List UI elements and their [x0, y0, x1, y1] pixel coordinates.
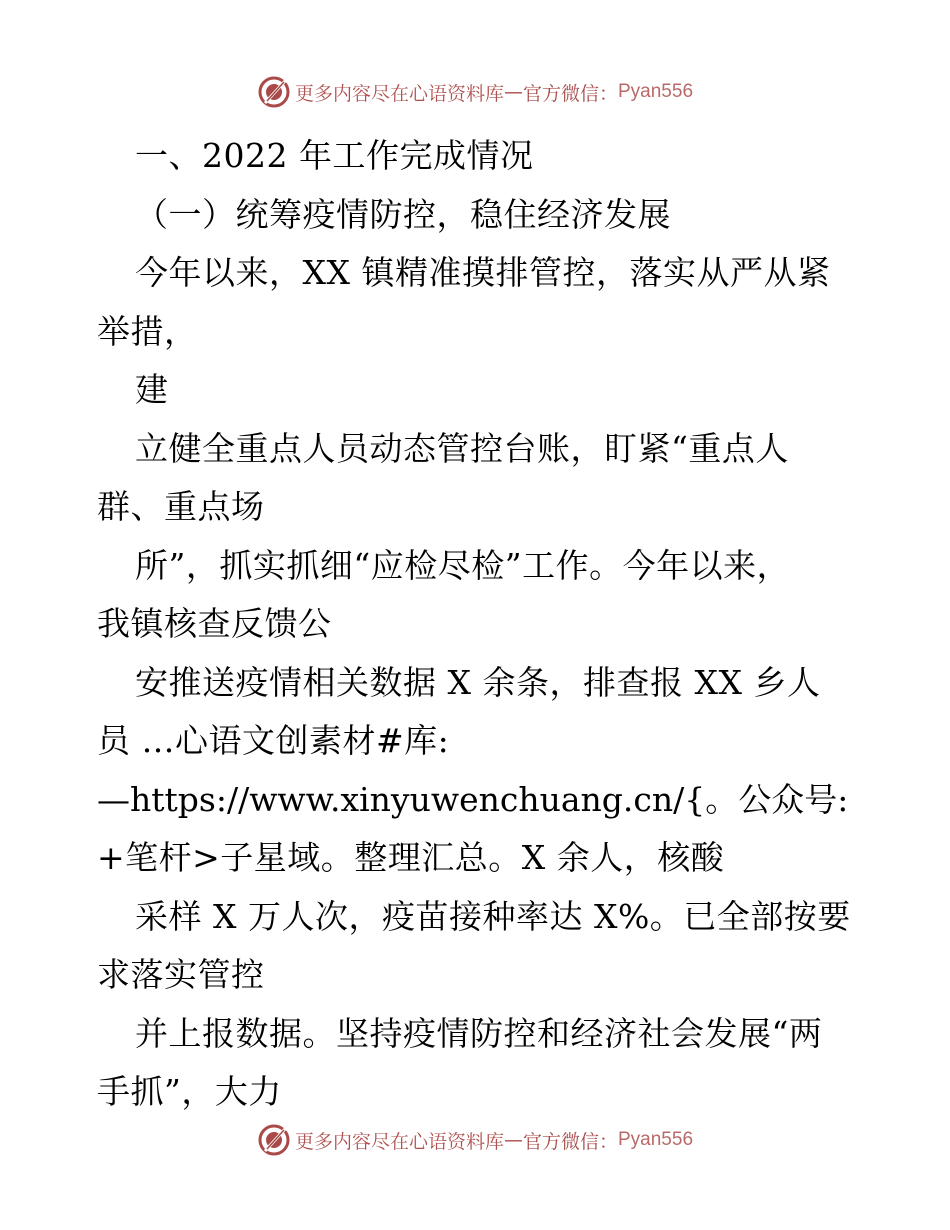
header-separator: — — [503, 81, 523, 103]
text-line: —https://www.xinyuwenchuang.cn/{。公众号: — [97, 779, 849, 819]
text-line: 立健全重点人员动态管控台账，盯紧“重点人 — [135, 428, 789, 468]
text-line: 求落实管控 — [97, 955, 265, 994]
footer-watermark — [0, 1120, 950, 1160]
text-line: 建 — [135, 370, 169, 409]
text-line: 手抓”，大力 — [97, 1072, 282, 1111]
text-line: 所”，抓实抓细“应检尽检”工作。今年以来， — [135, 545, 791, 585]
text-line: 安推送疫情相关数据 X 余条，排查报 XX 乡人 — [135, 662, 821, 702]
text-line: 群、重点场 — [97, 487, 265, 526]
text-line: 今年以来，XX 镇精准摸排管控，落实从严从紧 — [135, 253, 831, 292]
footer-site-text: 更多内容尽在心语资料库 — [294, 1130, 504, 1153]
document-body — [97, 127, 857, 1122]
footer-wechat-label: 官方微信： — [522, 1130, 618, 1153]
text-line: 并上报数据。坚持疫情防控和经济社会发展“两 — [135, 1013, 823, 1053]
text-line: 员 …心语文创素材#库: — [97, 721, 450, 760]
footer-separator: — — [503, 1129, 523, 1151]
text-line: 我镇核查反馈公 — [97, 604, 332, 643]
footer-wechat-id: Pyan556 — [618, 1129, 694, 1150]
quill-seal-icon — [257, 1123, 291, 1157]
subsection-heading: （一）统筹疫情防控，稳住经济发展 — [135, 194, 671, 234]
header-watermark — [0, 72, 950, 112]
header-site-text: 更多内容尽在心语资料库 — [294, 82, 504, 105]
text-line: 采样 X 万人次，疫苗接种率达 X%。已全部按要 — [135, 896, 851, 936]
quill-seal-icon — [257, 75, 291, 109]
text-line: +笔杆>子星域。整理汇总。X 余人，核酸 — [97, 838, 725, 877]
header-wechat-id: Pyan556 — [618, 81, 694, 102]
section-heading: 一、2022 年工作完成情况 — [135, 136, 534, 175]
header-wechat-label: 官方微信： — [522, 82, 618, 105]
text-line: 举措， — [97, 311, 198, 351]
